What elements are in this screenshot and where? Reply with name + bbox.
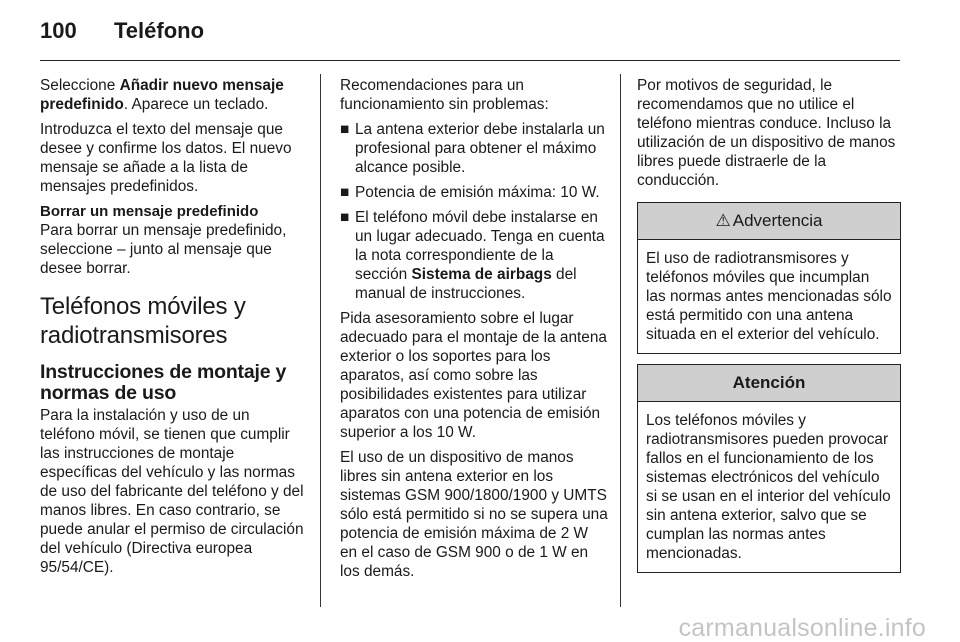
warning-header (638, 203, 900, 240)
column-left (40, 76, 306, 583)
paragraph-advice: Pida asesoramiento sobre el lugar adecuado para el montaje de la antena exterior o los soportes para los aparatos, así como sobre las posibilidades existentes para utilizar aparatos con una potencia de emisión superior a los 10 W. (340, 310, 607, 441)
bullet-icon: ■ (340, 209, 350, 226)
paragraph-enter-text: Introduzca el texto del mensaje que desee y confirme los datos. El nuevo mensaje se añade a la lista de mensajes predefinidos. (40, 121, 292, 195)
caution-title: Atención (732, 373, 806, 392)
list-item: ■ El teléfono móvil debe instalarse en un lugar adecuado. Tenga en cuenta la nota correspondiente de la sección Sistema de airbags del manual de instrucciones. (340, 209, 605, 302)
paragraph-recommendations: Recomendaciones para un funcionamiento sin problemas: (340, 77, 549, 113)
bullet-icon: ■ (340, 121, 350, 138)
warning-text: El uso de radiotransmisores y teléfonos móviles que incumplan las normas antes mencionadas sólo está permitido con una antena situada en el exterior del vehículo. (646, 250, 892, 343)
paragraph-delete-message: Para borrar un mensaje predefinido, seleccione – junto al mensaje que desee borrar. (40, 222, 287, 277)
menu-option-add-message: Añadir nuevo mensaje predefinido (40, 77, 284, 113)
page-number: 100 (40, 18, 77, 43)
list-item: ■ Potencia de emisión máxima: 10 W. (340, 184, 600, 201)
paragraph-installation: Para la instalación y uso de un teléfono móvil, se tienen que cumplir las instrucciones de montaje específicas del vehículo y las normas de uso del fabricante del teléfono y del manos libres. En caso contrario, se puede anular el permiso de circulación del vehículo (Directiva europea 95/54/CE). (40, 407, 304, 576)
page-header (40, 18, 204, 48)
list-item: ■ La antena exterior debe instalarla un profesional para obtener el máximo alcance posible. (340, 121, 605, 176)
reference-airbag-section: Sistema de airbags (411, 266, 552, 283)
section-title: Teléfono (114, 18, 205, 43)
recommendation-list (340, 120, 608, 303)
column-middle (340, 76, 608, 587)
watermark: carmanualsonline.info (678, 614, 926, 642)
subheading-delete-message: Borrar un mensaje predefinido (40, 203, 259, 220)
caution-text: Los teléfonos móviles y radiotransmisores pueden provocar fallos en el funcionamiento de los sistemas electrónicos del vehículo si se usan en el interior del vehículo sin antena exterior, salvo que se cumplan las normas antes mencionadas. (646, 412, 891, 562)
column-right (637, 76, 901, 573)
header-rule (40, 60, 900, 61)
heading-installation: Instrucciones de montaje y normas de uso (40, 361, 287, 404)
warning-box (637, 202, 901, 354)
bullet-icon: ■ (340, 184, 350, 201)
caution-box (637, 364, 901, 573)
paragraph-handsfree: El uso de un dispositivo de manos libres sin antena exterior en los sistemas GSM 900/1800/1900 y UMTS sólo está permitido si no se supera una potencia de emisión máxima de 2 W en el caso de GSM 900 o de 1 W en los demás. (340, 449, 608, 580)
warning-icon: ⚠ (715, 211, 731, 230)
paragraph-select-add: Seleccione Añadir nuevo mensaje predefinido. Aparece un teclado. (40, 77, 284, 113)
caution-header (638, 365, 900, 402)
heading-mobile-phones: Teléfonos móviles y radiotransmisores (40, 293, 246, 349)
column-divider (620, 74, 621, 607)
warning-title: Advertencia (732, 211, 823, 230)
paragraph-safety: Por motivos de seguridad, le recomendamos que no utilice el teléfono mientras conduce. Incluso la utilización de un dispositivo de manos libres puede distraerle de la conducción. (637, 77, 896, 189)
column-divider (320, 74, 321, 607)
